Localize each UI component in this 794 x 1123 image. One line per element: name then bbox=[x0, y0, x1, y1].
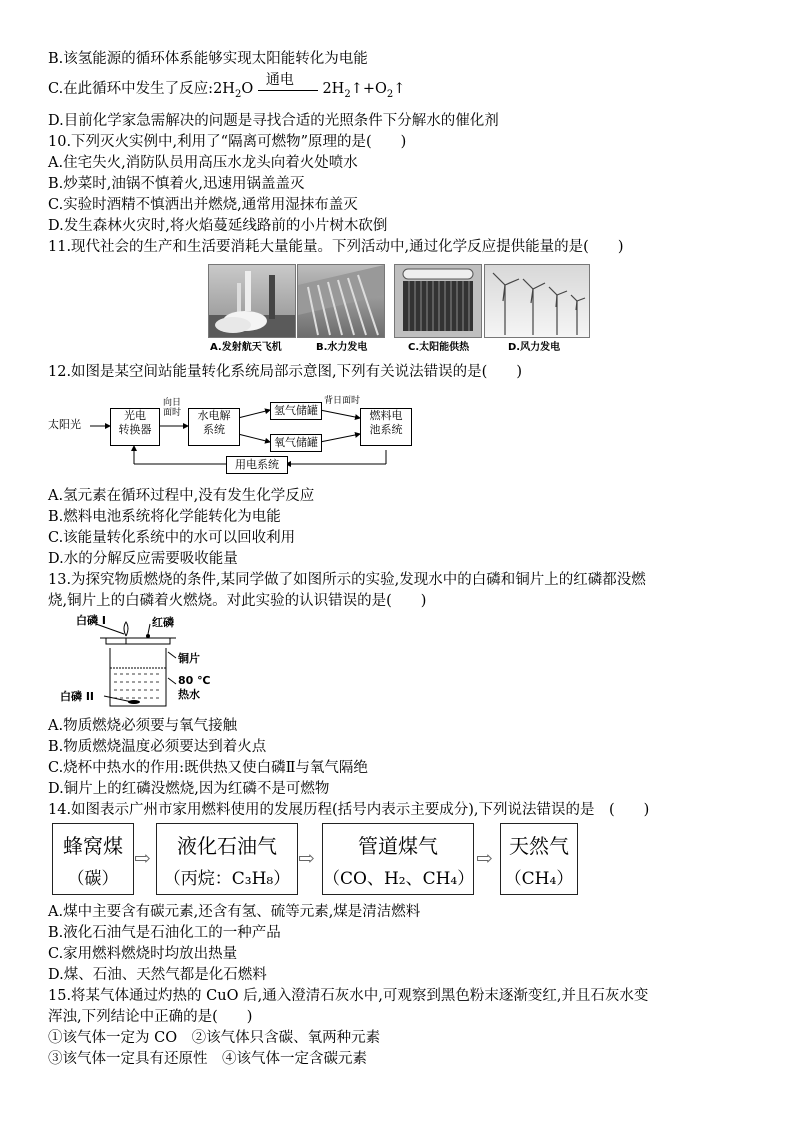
q14-stem: 14.如图表示广州市家用燃料使用的发展历程(括号内表示主要成分),下列说法错误的是 ( ) bbox=[48, 802, 650, 818]
label-copper: 铜片 bbox=[178, 652, 200, 665]
label-white-p-2: 白磷 II bbox=[60, 690, 95, 703]
q14-option-d: D.煤、石油、天然气都是化石燃料 bbox=[48, 967, 267, 983]
q13-option-a: A.物质燃烧必须要与氧气接触 bbox=[48, 718, 238, 734]
q9-option-b: B.该氢能源的循环体系能够实现太阳能转化为电能 bbox=[48, 51, 368, 67]
fuel-pipegas-title: 管道煤气 bbox=[358, 834, 438, 858]
fuel-lpg-formula: （丙烷：C₃H₈） bbox=[163, 869, 291, 889]
fuel-natgas-title: 天然气 bbox=[509, 834, 569, 858]
arrow-2: ⇨ bbox=[298, 846, 315, 870]
q9-sub2: 2 bbox=[344, 88, 351, 100]
fuel-box-coal bbox=[52, 823, 134, 895]
q14-option-a: A.煤中主要含有碳元素,还含有氢、硫等元素,煤是清洁燃料 bbox=[48, 904, 421, 920]
label-white-p-1: 白磷 I bbox=[76, 614, 106, 627]
wind-power-image bbox=[484, 264, 590, 338]
diagram-o2-tank: 氧气储罐 bbox=[270, 434, 322, 452]
q9-option-c bbox=[48, 72, 406, 105]
q9-product-h: 2H bbox=[322, 81, 345, 97]
fuel-box-pipegas bbox=[322, 823, 474, 895]
q13-stem-line2: 烧,铜片上的白磷着火燃烧。对此实验的认识错误的是( ) bbox=[48, 593, 427, 609]
q9-sub3: 2 bbox=[386, 88, 394, 100]
q10-option-c: C.实验时酒精不慎洒出并燃烧,通常用湿抹布盖灭 bbox=[48, 197, 358, 213]
q13-option-b: B.物质燃烧温度必须要达到着火点 bbox=[48, 739, 267, 755]
caption-c: C.太阳能供热 bbox=[408, 342, 470, 353]
q10-stem: 10.下列灭火实例中,利用了“隔离可燃物”原理的是( ) bbox=[48, 134, 407, 150]
q12-option-b: B.燃料电池系统将化学能转化为电能 bbox=[48, 509, 281, 525]
q9-c-prefix: C.在此循环中发生了反应:2H bbox=[48, 81, 235, 97]
space-station-diagram bbox=[48, 392, 418, 482]
q10-option-a: A.住宅失火,消防队员用高压水龙头向着火处喷水 bbox=[48, 155, 358, 171]
fuel-pipegas-formula: （CO、H₂、CH₄） bbox=[323, 869, 475, 889]
sunside-line1: 向日 bbox=[163, 398, 182, 408]
q13-option-d: D.铜片上的红磷没燃烧,因为红磷不是可燃物 bbox=[48, 781, 330, 797]
caption-b: B.水力发电 bbox=[316, 342, 368, 353]
diagram-converter-box bbox=[110, 408, 160, 446]
q9-reaction-condition bbox=[258, 72, 318, 99]
diagram-sunside-label bbox=[163, 398, 181, 418]
fuelcell-line1: 燃料电 bbox=[369, 409, 403, 422]
arrow-3: ⇨ bbox=[476, 846, 493, 870]
q14-option-c: C.家用燃料燃烧时均放出热量 bbox=[48, 946, 238, 962]
q9-product-o: ↑+O bbox=[350, 81, 387, 97]
solar-heater-image bbox=[394, 264, 482, 338]
q12-option-c: C.该能量转化系统中的水可以回收利用 bbox=[48, 530, 296, 546]
q9-sub: 2 bbox=[234, 88, 242, 100]
fuel-box-natgas bbox=[500, 823, 578, 895]
electrolysis-line2: 系统 bbox=[203, 423, 225, 436]
q14-option-b: B.液化石油气是石油化工的一种产品 bbox=[48, 925, 281, 941]
caption-d: D.风力发电 bbox=[508, 342, 561, 353]
fuel-natgas-formula: （CH₄） bbox=[504, 869, 574, 889]
q10-option-d: D.发生森林火灾时,将火焰蔓延线路前的小片树木砍倒 bbox=[48, 218, 388, 234]
q12-option-d: D.水的分解反应需要吸收能量 bbox=[48, 551, 238, 567]
converter-line1: 光电 bbox=[124, 409, 146, 422]
diagram-fuelcell-box bbox=[360, 408, 412, 446]
diagram-usage-box: 用电系统 bbox=[226, 456, 288, 474]
diagram-backside-label: 背日面时 bbox=[324, 396, 361, 406]
q15-options-1-2: ①该气体一定为 CO ②该气体只含碳、氧两种元素 bbox=[48, 1030, 381, 1046]
rocket-launch-illustration bbox=[209, 265, 295, 337]
dam-illustration bbox=[298, 265, 384, 337]
solar-heater-illustration bbox=[395, 265, 481, 337]
q15-stem-line1: 15.将某气体通过灼热的 CuO 后,通入澄清石灰水中,可观察到黑色粉末逐渐变红,并且石灰水变 bbox=[48, 988, 649, 1004]
hydropower-image bbox=[297, 264, 385, 338]
q9-condition-label: 通电 bbox=[265, 72, 294, 88]
converter-line2: 转换器 bbox=[118, 423, 152, 436]
q13-option-c: C.烧杯中热水的作用:既供热又使白磷Ⅱ与氧气隔绝 bbox=[48, 760, 368, 776]
q13-stem-line1: 13.为探究物质燃烧的条件,某同学做了如图所示的实验,发现水中的白磷和铜片上的红磷都没燃 bbox=[48, 572, 646, 588]
label-hot-water: 热水 bbox=[178, 688, 200, 701]
fuel-box-lpg bbox=[156, 823, 298, 895]
caption-a: A.发射航天飞机 bbox=[210, 342, 282, 353]
q12-option-a: A.氢元素在循环过程中,没有发生化学反应 bbox=[48, 488, 315, 504]
label-temp: 80 ℃ bbox=[178, 674, 211, 687]
fuel-coal-formula: （碳） bbox=[67, 869, 119, 889]
diagram-electrolysis-box bbox=[188, 408, 240, 446]
fuel-coal-title: 蜂窝煤 bbox=[63, 834, 123, 858]
sunside-line2: 面时 bbox=[163, 408, 182, 418]
q9-reaction-bar bbox=[258, 90, 318, 91]
q15-options-3-4: ③该气体一定具有还原性 ④该气体一定含碳元素 bbox=[48, 1051, 367, 1067]
q11-stem: 11.现代社会的生产和生活要消耗大量能量。下列活动中,通过化学反应提供能量的是( ) bbox=[48, 239, 624, 255]
rocket-launch-image bbox=[208, 264, 296, 338]
combustion-experiment-diagram bbox=[56, 614, 226, 710]
wind-turbines-illustration bbox=[485, 265, 589, 337]
q10-option-b: B.炒菜时,油锅不慎着火,迅速用锅盖盖灭 bbox=[48, 176, 305, 192]
q12-stem: 12.如图是某空间站能量转化系统局部示意图,下列有关说法错误的是( ) bbox=[48, 364, 522, 380]
fuelcell-line2: 池系统 bbox=[369, 423, 403, 436]
diagram-sun-label: 太阳光 bbox=[48, 418, 81, 431]
arrow-1: ⇨ bbox=[134, 846, 151, 870]
q9-h2o-rest: O bbox=[241, 81, 254, 97]
q9-product-end: ↑ bbox=[393, 81, 406, 97]
label-red-p: 红磷 bbox=[152, 616, 174, 629]
diagram-h2-tank: 氢气储罐 bbox=[270, 402, 322, 420]
q15-stem-line2: 浑浊,下列结论中正确的是( ) bbox=[48, 1009, 253, 1025]
fuel-lpg-title: 液化石油气 bbox=[177, 834, 277, 858]
q9-option-d: D.目前化学家急需解决的问题是寻找合适的光照条件下分解水的催化剂 bbox=[48, 113, 499, 129]
electrolysis-line1: 水电解 bbox=[197, 409, 231, 422]
